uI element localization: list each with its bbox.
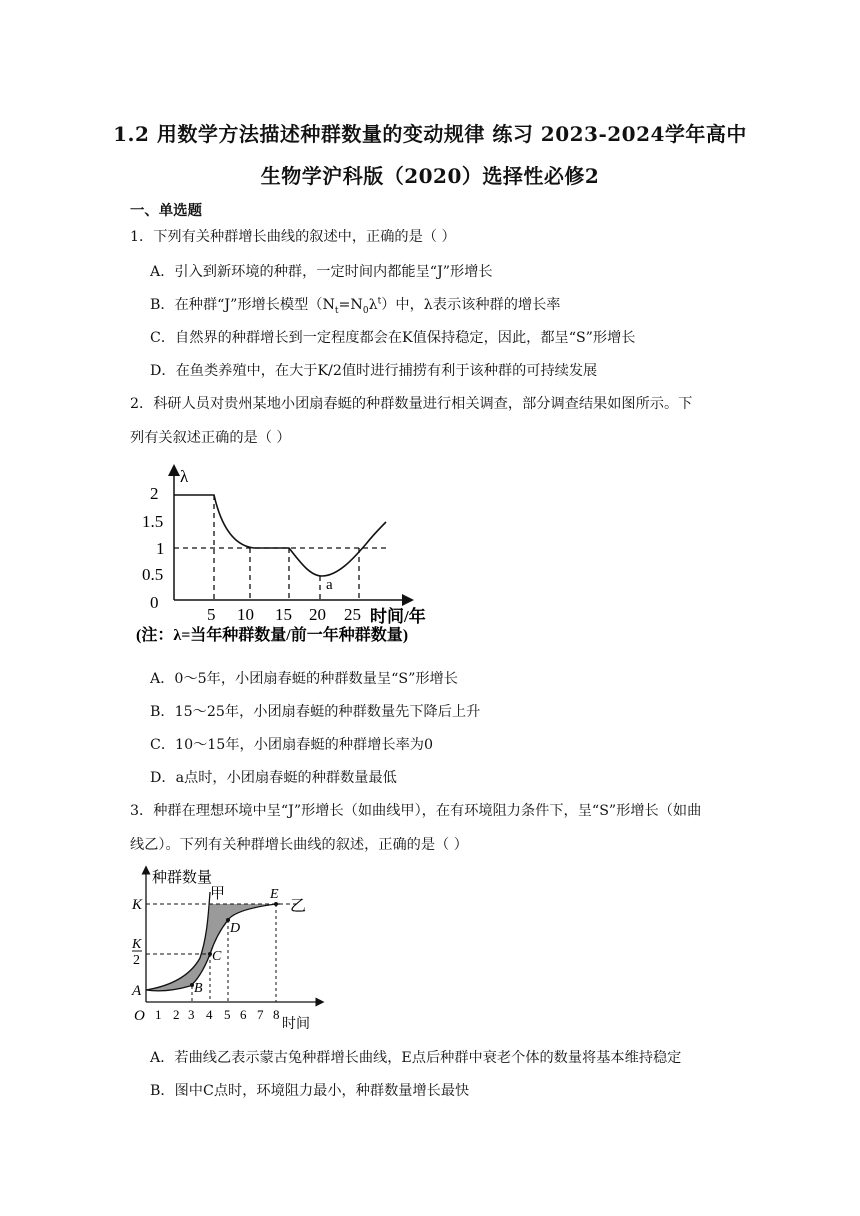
q2-xtick-15: 15 [275, 605, 292, 624]
q3-curve-jia [146, 892, 210, 990]
q1-b-sub-t: t [334, 305, 339, 316]
q3-ylabel: 种群数量 [152, 870, 213, 886]
q3-point-c: C [212, 949, 222, 964]
q3-option-b: B．图中C点时，环境阻力最小，种群数量增长最快 [150, 1083, 470, 1099]
q3-dot-e [274, 902, 278, 906]
q2-xtick-20: 20 [309, 605, 326, 624]
q2-xtick-5: 5 [207, 605, 216, 624]
title-line-1: 1.2 用数学方法描述种群数量的变动规律 练习 2023-2024学年高中 [113, 122, 747, 146]
q2-xtick-10: 10 [237, 605, 254, 624]
q3-y-k2-den: 2 [133, 953, 140, 968]
q2-ylabel: λ [180, 467, 189, 486]
title-line-2: 生物学沪科版（2020）选择性必修2 [260, 164, 600, 188]
q1-b-lambda: λ [368, 297, 378, 313]
q3-option-a: A．若曲线乙表示蒙古兔种群增长曲线，E点后种群中衰老个体的数量将基本维持稳定 [150, 1050, 682, 1066]
q3-label-yi: 乙 [290, 898, 307, 915]
q2-ytick-2: 2 [150, 484, 159, 503]
q3-xtick-4: 4 [206, 1007, 213, 1022]
q2-ytick-1.5: 1.5 [142, 512, 164, 531]
q3-xtick-5: 5 [224, 1007, 231, 1022]
q3-dot-c [208, 952, 212, 956]
q3-origin: O [134, 1008, 145, 1024]
q1-option-b [150, 294, 560, 316]
section-heading: 一、单选题 [130, 202, 202, 219]
q1-option-a: A．引入到新环境的种群，一定时间内都能呈“J”形增长 [150, 264, 493, 280]
q1-stem: 1．下列有关种群增长曲线的叙述中，正确的是（ ） [130, 229, 456, 245]
q3-xtick-3: 3 [188, 1007, 195, 1022]
q1-b-part2: =N [338, 297, 363, 313]
q3-y-k: K [132, 897, 143, 913]
q3-growth-chart [130, 862, 330, 1038]
q3-xticks [155, 1007, 280, 1022]
q2-option-b: B．15～25年，小团扇春蜓的种群数量先下降后上升 [150, 704, 481, 720]
q2-xlabel: 时间/年 [370, 607, 426, 626]
q3-xtick-2: 2 [173, 1007, 180, 1022]
q2-stem-2: 列有关叙述正确的是（ ） [130, 430, 291, 446]
q3-point-d: D [230, 921, 241, 936]
q3-xlabel: 时间 [282, 1017, 310, 1032]
q2-chart-note: (注：λ=当年种群数量/前一年种群数量) [136, 627, 409, 644]
q2-point-a: a [326, 577, 333, 593]
q3-label-jia: 甲 [210, 886, 226, 902]
q2-lambda-curve [174, 495, 386, 576]
q3-xtick-8: 8 [273, 1007, 280, 1022]
q2-stem-1: 2．科研人员对贵州某地小团扇春蜓的种群数量进行相关调查，部分调查结果如图所示。下 [130, 396, 693, 412]
q2-xtick-25: 25 [344, 605, 361, 624]
q1-b-sup-t: t [377, 296, 382, 307]
q1-option-d: D．在鱼类养殖中，在大于K/2值时进行捕捞有利于该种群的可持续发展 [150, 363, 598, 379]
q1-b-sub-0: 0 [362, 305, 369, 316]
q2-ytick-0: 0 [150, 593, 159, 612]
q1-b-part3: ）中，λ表示该种群的增长率 [381, 297, 561, 313]
q2-ytick-1: 1 [156, 539, 165, 558]
q3-point-a: A [132, 983, 142, 999]
q3-stem-2: 线乙）。下列有关种群增长曲线的叙述，正确的是（ ） [130, 837, 468, 853]
q3-dot-b [190, 983, 194, 987]
q3-point-b: B [194, 981, 203, 996]
q2-ytick-0.5: 0.5 [142, 565, 164, 584]
q2-option-a: A．0～5年，小团扇春蜓的种群数量呈“S”形增长 [150, 671, 458, 687]
q3-xtick-6: 6 [240, 1007, 247, 1022]
q2-lambda-chart [130, 462, 450, 647]
q3-point-e: E [270, 887, 279, 902]
q3-xtick-1: 1 [155, 1007, 162, 1022]
q1-b-part1: B．在种群“J”形增长模型（N [150, 297, 335, 313]
q3-xtick-7: 7 [257, 1007, 264, 1022]
q2-option-c: C．10～15年，小团扇春蜓的种群增长率为0 [150, 737, 433, 753]
q2-option-d: D．a点时，小团扇春蜓的种群数量最低 [150, 770, 397, 786]
q3-dot-d [226, 918, 230, 922]
q1-option-c: C．自然界的种群增长到一定程度都会在K值保持稳定，因此，都呈“S”形增长 [150, 330, 636, 346]
q3-stem-1: 3．种群在理想环境中呈“J”形增长（如曲线甲），在有环境阻力条件下，呈“S”形增长（如曲 [130, 803, 702, 819]
q3-y-k2-num: K [132, 937, 142, 952]
